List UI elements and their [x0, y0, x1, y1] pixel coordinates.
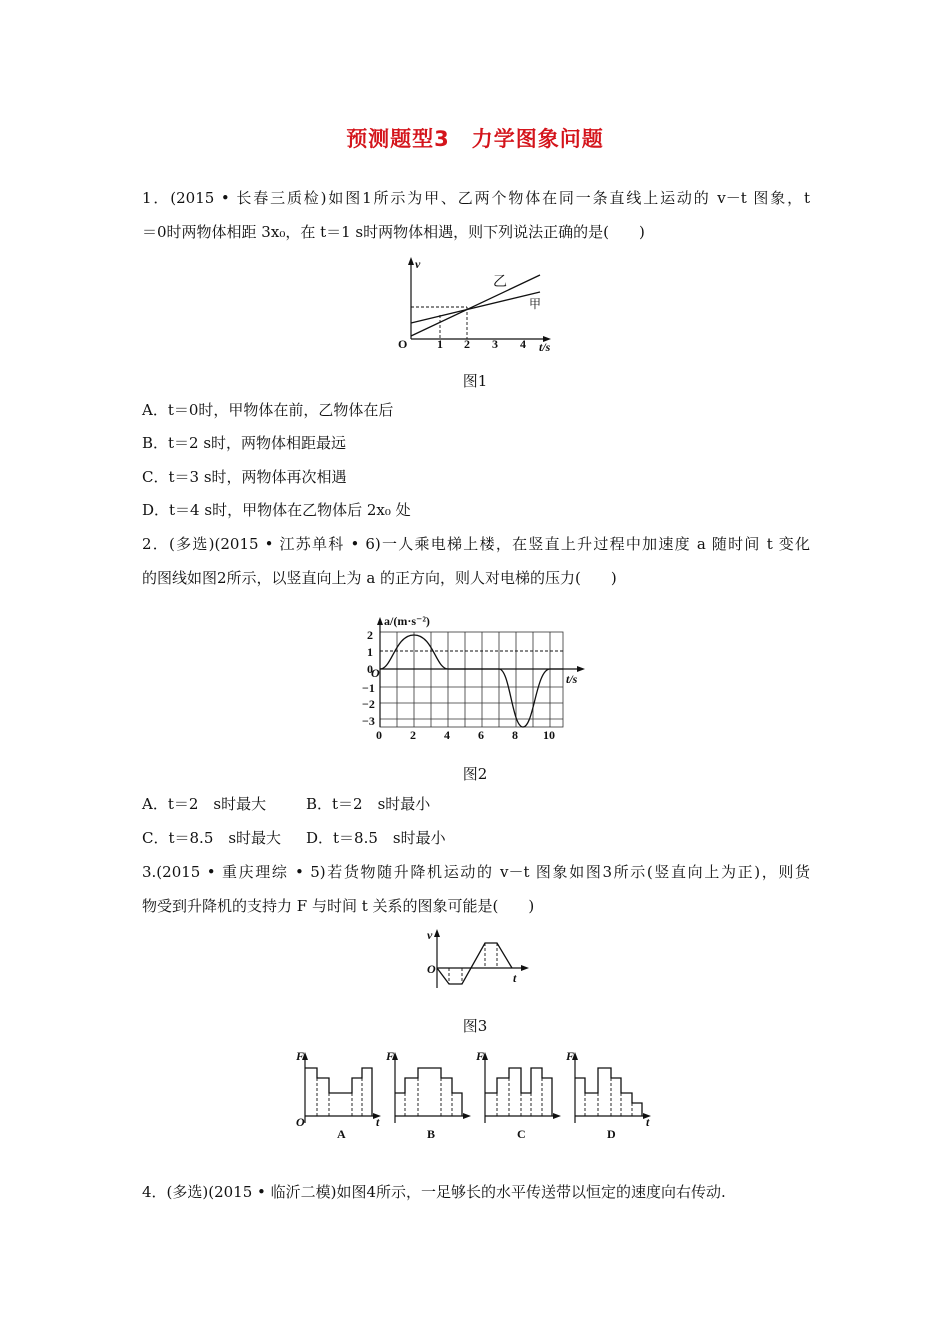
fig1-line-yi [411, 275, 540, 336]
fig2-y-label: a/(m·s⁻²) [384, 614, 430, 628]
fig2-y-tick: −2 [362, 697, 375, 711]
choice-c-y-label: F [476, 1049, 485, 1063]
q1-option-b: B．t＝2 s时，两物体相距最远 [142, 434, 347, 452]
choice-d-graph [565, 1048, 660, 1143]
fig1-line-jia [411, 292, 540, 323]
fig2-origin: O [371, 666, 380, 680]
q1-option-d: D．t＝4 s时，甲物体在乙物体后 2x₀ 处 [142, 501, 411, 519]
choice-d-y-label: F [566, 1049, 575, 1063]
fig1-x-tick: 1 [437, 337, 443, 351]
choice-b-letter: B [427, 1127, 436, 1141]
fig3-y-label: v [427, 928, 433, 942]
figure-3-caption: 图3 [462, 1017, 488, 1035]
choice-a-letter: A [337, 1127, 346, 1141]
q2-option-d: D．t＝8.5 s时最小 [306, 829, 446, 847]
fig2-x-tick: 4 [444, 728, 450, 742]
q3-stem-line-1: 3.(2015 • 重庆理综 • 5)若货物随升降机运动的 v－t 图象如图3所示(竖直向上为正)，则货 [142, 863, 810, 881]
choice-b-y-label: F [386, 1049, 395, 1063]
q2-option-c: C．t＝8.5 s时最大 [142, 829, 282, 847]
fig1-series-label-yi: 乙 [493, 275, 507, 290]
fig2-x-tick: 10 [543, 728, 555, 742]
q4-stem-line-1: 4．(多选)(2015 • 临沂二模)如图4所示，一足够长的水平传送带以恒定的速度向右传动. [142, 1183, 726, 1201]
fig3-x-label: t [513, 971, 517, 985]
q2-stem-line-1: 2．(多选)(2015 • 江苏单科 • 6)一人乘电梯上楼，在竖直上升过程中加速度 a 随时间 t 变化 [142, 535, 810, 553]
fig2-y-tick: −1 [362, 681, 375, 695]
choice-a-graph [295, 1048, 390, 1143]
fig2-x-tick: 6 [478, 728, 484, 742]
figure-2-caption: 图2 [462, 765, 488, 783]
fig2-y-tick: 1 [367, 645, 373, 659]
choice-b-graph [385, 1048, 480, 1143]
choice-a-x-label: t [376, 1115, 380, 1129]
choice-d-letter: D [607, 1127, 616, 1141]
choice-a-origin: O [296, 1115, 305, 1129]
fig2-x-tick: 2 [410, 728, 416, 742]
fig2-x-tick: 8 [512, 728, 518, 742]
figure-1-vt-graph [395, 255, 565, 355]
fig2-grid [380, 632, 563, 727]
figure-3-vt-graph [425, 925, 535, 995]
fig3-origin: O [427, 962, 436, 976]
fig2-y-tick: −3 [362, 714, 375, 728]
page-title: 预测题型3 力学图象问题 [346, 127, 604, 151]
fig1-x-tick: 4 [520, 337, 526, 351]
q2-stem-line-2: 的图线如图2所示，以竖直向上为 a 的正方向，则人对电梯的压力( ) [142, 569, 617, 587]
fig2-acceleration-curve [380, 635, 563, 727]
figure-1-caption: 图1 [462, 372, 488, 390]
fig3-velocity-curve [437, 943, 512, 984]
q2-option-b: B．t＝2 s时最小 [306, 795, 431, 813]
q3-stem-line-2: 物受到升降机的支持力 F 与时间 t 关系的图象可能是( ) [142, 897, 535, 915]
q1-stem-line-2: ＝0时两物体相距 3x₀，在 t＝1 s时两物体相遇，则下列说法正确的是( ) [142, 223, 645, 241]
q1-option-a: A．t＝0时，甲物体在前，乙物体在后 [142, 401, 394, 419]
fig1-x-tick: 2 [464, 337, 470, 351]
fig2-x-tick: 0 [376, 728, 382, 742]
choice-c-letter: C [517, 1127, 526, 1141]
q1-option-c: C．t＝3 s时，两物体再次相遇 [142, 468, 347, 486]
choice-c-graph [475, 1048, 570, 1143]
figure-2-at-graph [340, 607, 600, 747]
choice-a-y-label: F [296, 1049, 305, 1063]
choice-d-x-label: t [646, 1115, 650, 1129]
q1-stem-line-1: 1．(2015 • 长春三质检)如图1所示为甲、乙两个物体在同一条直线上运动的 v－t 图象，t [142, 189, 810, 207]
fig1-origin: O [398, 337, 408, 351]
fig1-x-label: t/s [539, 340, 551, 354]
fig1-y-label: v [415, 257, 421, 271]
fig1-x-tick: 3 [492, 337, 498, 351]
q2-option-a: A．t＝2 s时最大 [142, 795, 267, 813]
fig1-series-label-jia: 甲 [529, 297, 542, 311]
fig2-x-label: t/s [566, 672, 578, 686]
fig2-y-tick: 0 [367, 662, 373, 676]
fig2-y-tick: 2 [367, 628, 373, 642]
